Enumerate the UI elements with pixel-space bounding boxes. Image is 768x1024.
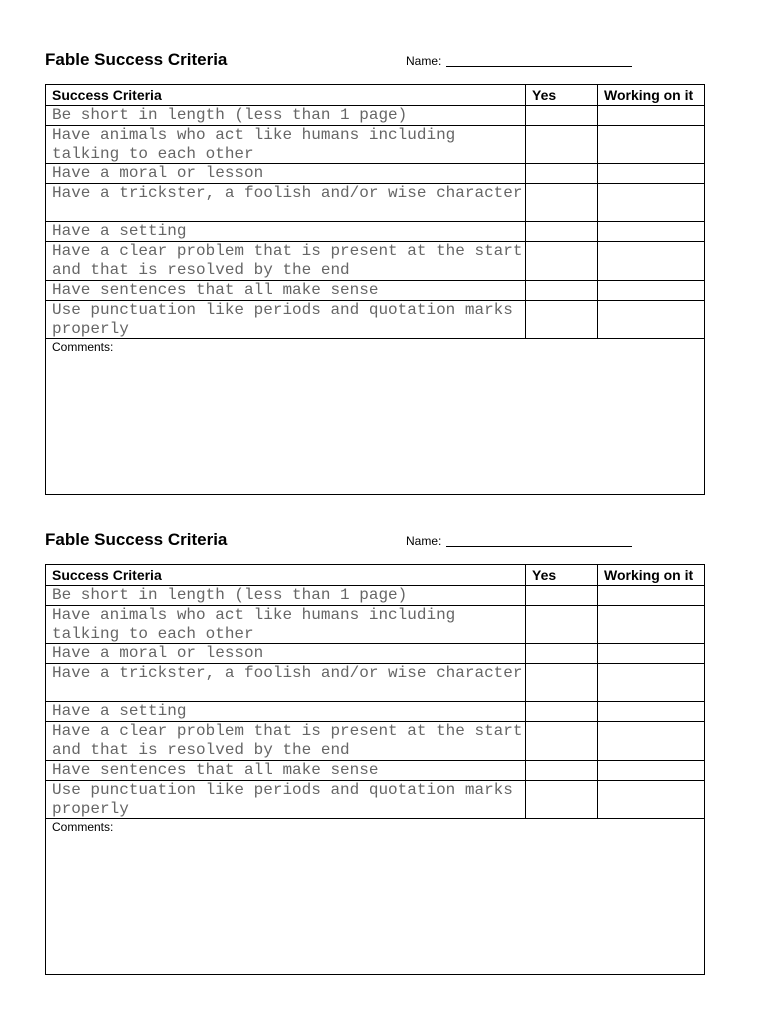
working-checkbox-cell[interactable] [598,644,705,664]
table-row [46,184,705,222]
yes-checkbox-cell[interactable] [526,242,598,280]
table-row [46,300,705,338]
working-checkbox-cell[interactable] [598,702,705,722]
table-row [46,242,705,280]
criterion-text: Use punctuation like periods and quotation marks properly [46,300,526,338]
yes-checkbox-cell[interactable] [526,300,598,338]
criterion-text: Be short in length (less than 1 page) [46,586,526,606]
yes-checkbox-cell[interactable] [526,780,598,818]
comments-row [46,819,705,975]
working-checkbox-cell[interactable] [598,222,705,242]
criterion-text: Have a trickster, a foolish and/or wise character [46,664,526,702]
comments-box[interactable] [46,339,705,495]
comments-box[interactable] [46,819,705,975]
working-checkbox-cell[interactable] [598,164,705,184]
table-row [46,126,705,164]
yes-checkbox-cell[interactable] [526,126,598,164]
yes-checkbox-cell[interactable] [526,702,598,722]
header-success-criteria: Success Criteria [46,85,526,106]
working-checkbox-cell[interactable] [598,606,705,644]
table-row [46,664,705,702]
header-working-on-it: Working on it [598,565,705,586]
yes-checkbox-cell[interactable] [526,586,598,606]
working-checkbox-cell[interactable] [598,242,705,280]
header-yes: Yes [526,85,598,106]
table-row [46,644,705,664]
name-field[interactable] [446,546,632,547]
criterion-text: Have a trickster, a foolish and/or wise character [46,184,526,222]
criterion-text: Have a clear problem that is present at the start and that is resolved by the end [46,722,526,760]
table-row [46,280,705,300]
criteria-table [45,84,705,495]
yes-checkbox-cell[interactable] [526,280,598,300]
comments-label: Comments: [52,820,114,835]
yes-checkbox-cell[interactable] [526,760,598,780]
comments-row [46,339,705,495]
table-row [46,722,705,760]
working-checkbox-cell[interactable] [598,722,705,760]
yes-checkbox-cell[interactable] [526,664,598,702]
criterion-text: Have a moral or lesson [46,164,526,184]
header-success-criteria: Success Criteria [46,565,526,586]
form-title: Fable Success Criteria [45,50,228,69]
criterion-text: Have animals who act like humans including talking to each other [46,126,526,164]
criterion-text: Have a setting [46,702,526,722]
criterion-text: Have a setting [46,222,526,242]
working-checkbox-cell[interactable] [598,280,705,300]
working-checkbox-cell[interactable] [598,664,705,702]
name-field[interactable] [446,66,632,67]
criterion-text: Be short in length (less than 1 page) [46,106,526,126]
yes-checkbox-cell[interactable] [526,722,598,760]
name-label: Name: [406,54,442,68]
criterion-text: Have a moral or lesson [46,644,526,664]
criterion-text: Have sentences that all make sense [46,760,526,780]
table-row [46,164,705,184]
table-row [46,222,705,242]
yes-checkbox-cell[interactable] [526,184,598,222]
criteria-table [45,564,705,975]
working-checkbox-cell[interactable] [598,760,705,780]
table-header-row [46,565,705,586]
criterion-text: Have a clear problem that is present at the start and that is resolved by the end [46,242,526,280]
form-title: Fable Success Criteria [45,530,228,549]
working-checkbox-cell[interactable] [598,184,705,222]
yes-checkbox-cell[interactable] [526,164,598,184]
table-row [46,586,705,606]
comments-label: Comments: [52,340,114,355]
criterion-text: Use punctuation like periods and quotation marks properly [46,780,526,818]
criterion-text: Have animals who act like humans including talking to each other [46,606,526,644]
header-working-on-it: Working on it [598,85,705,106]
table-row [46,106,705,126]
table-row [46,702,705,722]
name-label: Name: [406,534,442,548]
table-header-row [46,85,705,106]
yes-checkbox-cell[interactable] [526,606,598,644]
table-row [46,760,705,780]
working-checkbox-cell[interactable] [598,126,705,164]
yes-checkbox-cell[interactable] [526,644,598,664]
yes-checkbox-cell[interactable] [526,106,598,126]
working-checkbox-cell[interactable] [598,780,705,818]
working-checkbox-cell[interactable] [598,586,705,606]
table-row [46,606,705,644]
table-row [46,780,705,818]
working-checkbox-cell[interactable] [598,106,705,126]
header-yes: Yes [526,565,598,586]
yes-checkbox-cell[interactable] [526,222,598,242]
criterion-text: Have sentences that all make sense [46,280,526,300]
working-checkbox-cell[interactable] [598,300,705,338]
